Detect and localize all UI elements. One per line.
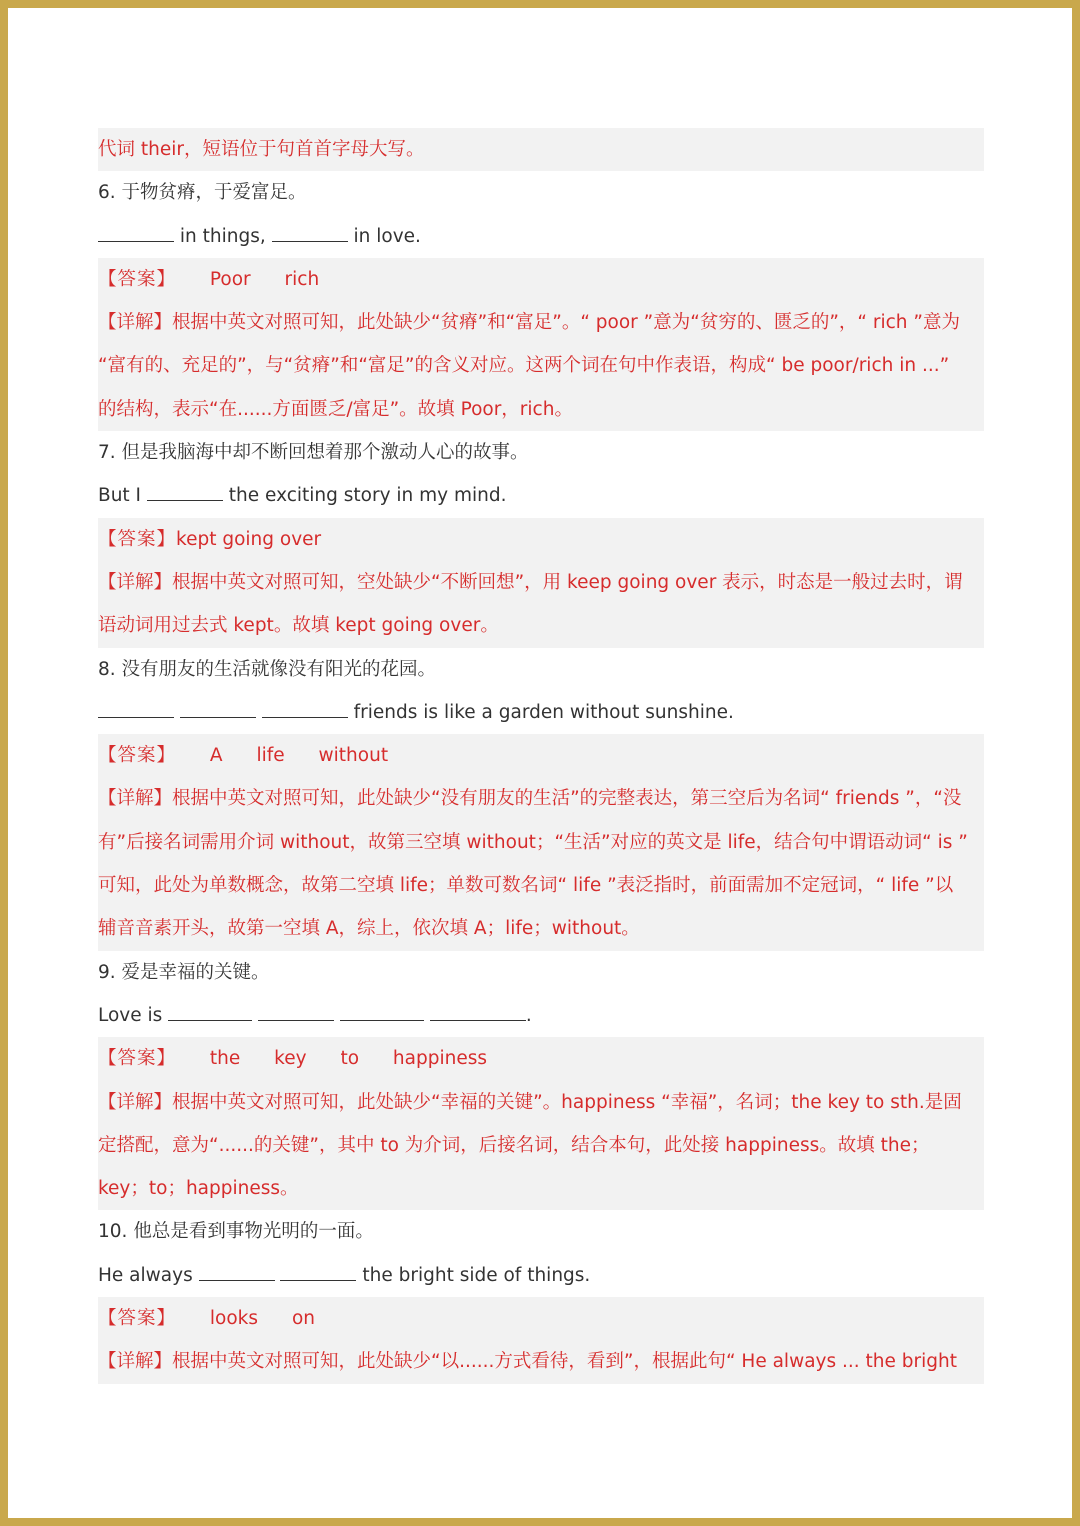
question-10-title (98, 1210, 984, 1253)
answer-word: key (274, 1048, 307, 1070)
answer-word: Poor (209, 268, 251, 290)
explanation-line: 定搭配，意为“......的关键”，其中 to 为介词，后接名词，结合本句，此处接 happiness。故填 the； (98, 1124, 984, 1167)
question-chinese: 于物贫瘠，于爱富足。 (121, 182, 307, 204)
question-6-title (98, 171, 984, 214)
question-7-title (98, 431, 984, 474)
answer-blank (262, 703, 348, 718)
answer-blank (258, 1006, 334, 1021)
answer-word: to (340, 1048, 360, 1070)
question-8-sentence (98, 691, 984, 734)
explanation-line: 【详解】根据中英文对照可知，此处缺少“贫瘠”和“富足”。“ poor ”意为“贫穷的、匮乏的”，“ rich ”意为 (98, 301, 984, 344)
answer-word: on (291, 1308, 315, 1330)
answer-line (98, 1297, 984, 1340)
explanation-line: 【详解】根据中英文对照可知，此处缺少“没有朋友的生活”的完整表达，第三空后为名词“ friends ”，“没 (98, 777, 984, 820)
answer-blank (147, 486, 223, 501)
sentence-text: He always (98, 1264, 199, 1286)
answer-blank (340, 1006, 424, 1021)
answer-tag: 【答案】 (98, 745, 177, 767)
answer-line (98, 518, 984, 561)
answer-tag: 【答案】 (98, 1048, 177, 1070)
explanation-line: “富有的、充足的”，与“贫瘠”和“富足”的含义对应。这两个词在句中作表语，构成“ be poor/rich in ...” (98, 344, 984, 387)
sentence-text: But I (98, 485, 147, 507)
question-8-title (98, 648, 984, 691)
answer-tag: 【答案】 (98, 268, 177, 290)
question-chinese: 爱是幸福的关键。 (121, 961, 270, 983)
answer-blank (430, 1006, 526, 1021)
answer-blank (272, 227, 348, 242)
sentence-text: in love. (347, 225, 421, 247)
explanation-line: key；to；happiness。 (98, 1167, 984, 1210)
explanation-line: 代词 their，短语位于句首首字母大写。 (98, 128, 984, 171)
question-chinese: 他总是看到事物光明的一面。 (133, 1221, 374, 1243)
answer-blank (280, 1266, 356, 1281)
question-number: 9. (98, 961, 116, 983)
question-chinese: 但是我脑海中却不断回想着那个激动人心的故事。 (121, 442, 529, 464)
sentence-text: the bright side of things. (356, 1264, 591, 1286)
answer-blank (168, 1006, 252, 1021)
question-10-sentence (98, 1254, 984, 1297)
sentence-text: Love is (98, 1004, 169, 1026)
sentence-text: friends is like a garden without sunshine. (347, 701, 734, 723)
question-number: 10. (98, 1221, 128, 1243)
answer-word: kept going over (176, 528, 322, 550)
answer-word: looks (209, 1308, 259, 1330)
answer-blank (199, 1266, 275, 1281)
explanation-line: 【详解】根据中英文对照可知，空处缺少“不断回想”，用 keep going over 表示，时态是一般过去时，谓 (98, 561, 984, 604)
question-chinese: 没有朋友的生活就像没有阳光的花园。 (121, 658, 437, 680)
question-7-sentence (98, 474, 984, 517)
question-number: 6. (98, 182, 116, 204)
answer-blank (98, 703, 174, 718)
answer-blank (98, 227, 174, 242)
explanation-line: 【详解】根据中英文对照可知，此处缺少“以......方式看待，看到”，根据此句“ He always ... the bright (98, 1340, 984, 1383)
explanation-line: 【详解】根据中英文对照可知，此处缺少“幸福的关键”。happiness “幸福”，名词；the key to sth.是固 (98, 1081, 984, 1124)
sentence-text: in things, (174, 225, 272, 247)
answer-word: without (318, 745, 389, 767)
explanation-line: 辅音音素开头，故第一空填 A，综上，依次填 A；life；without。 (98, 907, 984, 950)
answer-word: A (209, 745, 223, 767)
question-9-sentence (98, 994, 984, 1037)
question-number: 8. (98, 658, 116, 680)
answer-tag: 【答案】 (98, 1308, 177, 1330)
explanation-line: 语动词用过去式 kept。故填 kept going over。 (98, 604, 984, 647)
answer-line (98, 734, 984, 777)
explanation-line: 的结构，表示“在......方面匮乏/富足”。故填 Poor，rich。 (98, 388, 984, 431)
answer-word: happiness (392, 1048, 487, 1070)
answer-word: life (256, 745, 285, 767)
explanation-line: 有”后接名词需用介词 without，故第三空填 without；“生活”对应的英文是 life，结合句中谓语动词“ is ” (98, 821, 984, 864)
answer-tag: 【答案】 (98, 528, 177, 550)
sentence-text: the exciting story in my mind. (222, 485, 507, 507)
answer-word: the (209, 1048, 241, 1070)
sentence-text: . (525, 1004, 532, 1026)
question-number: 7. (98, 442, 116, 464)
answer-line (98, 1037, 984, 1080)
question-9-title (98, 951, 984, 994)
answer-line (98, 258, 984, 301)
answer-word: rich (284, 268, 320, 290)
explanation-line: 可知，此处为单数概念，故第二空填 life；单数可数名词“ life ”表泛指时，前面需加不定冠词，“ life ”以 (98, 864, 984, 907)
question-6-sentence (98, 215, 984, 258)
answer-blank (180, 703, 256, 718)
document-content (98, 128, 984, 1384)
